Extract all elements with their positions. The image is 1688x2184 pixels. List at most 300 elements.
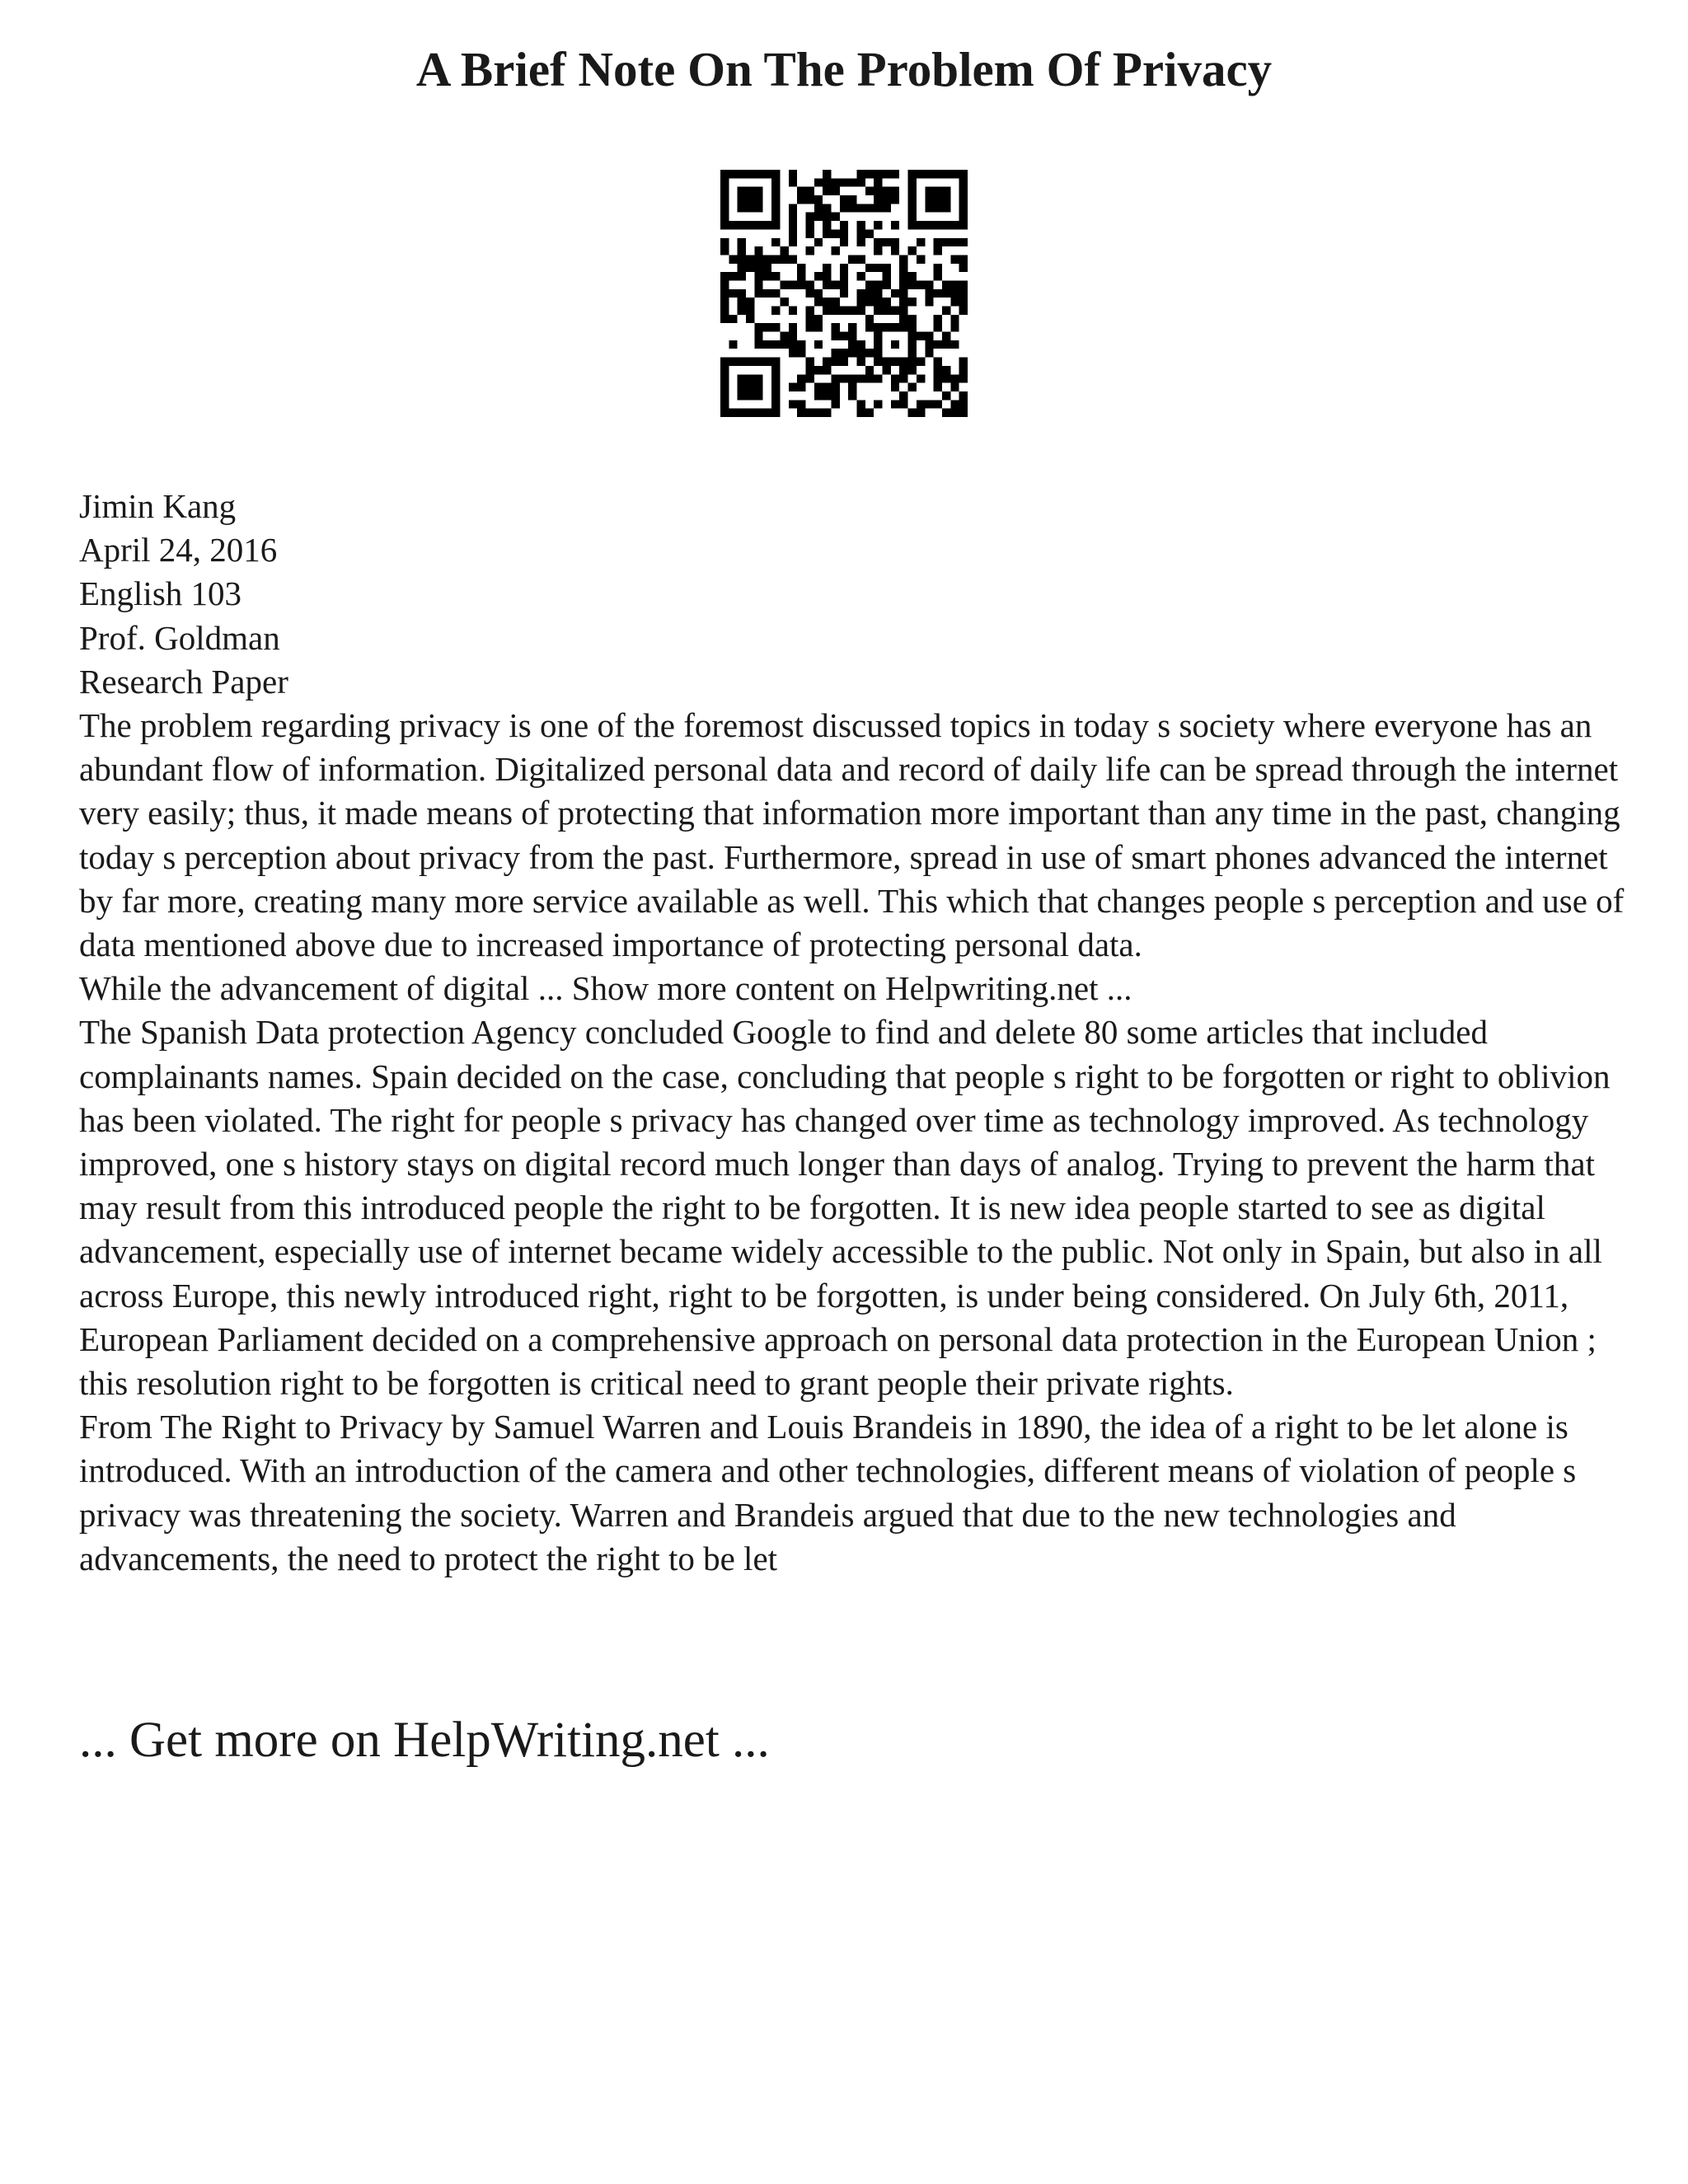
qr-module <box>942 307 950 315</box>
qr-module <box>925 170 933 178</box>
document-title: A Brief Note On The Problem Of Privacy <box>415 42 1273 96</box>
qr-module <box>771 383 780 391</box>
qr-module <box>823 298 831 306</box>
qr-module <box>874 374 882 382</box>
qr-module <box>908 383 917 391</box>
qr-module <box>908 349 917 357</box>
qr-module <box>950 170 959 178</box>
qr-module <box>840 289 848 298</box>
qr-module <box>942 170 950 178</box>
qr-module <box>738 238 746 246</box>
qr-module <box>720 374 729 382</box>
qr-module <box>848 195 856 204</box>
qr-module <box>763 340 771 349</box>
paragraph-intro: The problem regarding privacy is one of the foremost discussed topics in today s society where everyone has an abundant flow of information. Digitalized personal data and record of daily life can be spread through the internet very easily; thus, it made means of protecting that information more important than any time in the past, changing today s perception about privacy from the past. Furthermore, spread in use of smart phones advanced the internet by far more, creating many more service available as well. This which that changes people s perception and use of data mentioned above due to increased importance of protecting personal data. <box>79 706 1625 964</box>
qr-module <box>831 374 839 382</box>
qr-module <box>823 264 831 272</box>
qr-module <box>908 213 917 221</box>
qr-module <box>891 400 899 408</box>
qr-module <box>720 272 729 280</box>
qr-module <box>729 170 737 178</box>
qr-module <box>738 221 746 229</box>
qr-module <box>950 221 959 229</box>
qr-module <box>823 391 831 400</box>
qr-module <box>899 358 907 366</box>
qr-module <box>874 323 882 331</box>
paper-type: Research Paper <box>79 662 288 701</box>
qr-module <box>840 349 848 357</box>
qr-module <box>883 204 891 212</box>
qr-module <box>789 170 797 178</box>
qr-module <box>789 400 797 408</box>
qr-module <box>857 409 865 417</box>
qr-module <box>780 332 788 340</box>
qr-module <box>840 204 848 212</box>
qr-module <box>763 264 771 272</box>
qr-module <box>908 195 917 204</box>
qr-module <box>805 221 814 229</box>
qr-module <box>840 238 848 246</box>
qr-module <box>738 195 746 204</box>
qr-module <box>959 221 968 229</box>
qr-module <box>754 187 762 195</box>
qr-module <box>763 358 771 366</box>
qr-module <box>771 307 780 315</box>
qr-module <box>925 340 933 349</box>
qr-module <box>771 289 780 298</box>
qr-module <box>720 366 729 374</box>
qr-module <box>805 307 814 315</box>
qr-module <box>908 358 917 366</box>
qr-module <box>908 315 917 323</box>
qr-module <box>754 358 762 366</box>
qr-module <box>823 280 831 288</box>
qr-module <box>908 178 917 186</box>
qr-module <box>797 187 805 195</box>
qr-module <box>805 409 814 417</box>
qr-module <box>789 332 797 340</box>
qr-module <box>899 264 907 272</box>
qr-module <box>754 383 762 391</box>
professor-name: Prof. Goldman <box>79 618 280 657</box>
qr-module <box>899 307 907 315</box>
qr-module <box>729 255 737 263</box>
qr-module <box>883 195 891 204</box>
qr-module <box>789 229 797 237</box>
qr-module <box>925 195 933 204</box>
qr-module <box>950 323 959 331</box>
qr-module <box>883 323 891 331</box>
qr-module <box>848 332 856 340</box>
qr-module <box>950 255 959 263</box>
qr-module <box>831 400 839 408</box>
qr-module <box>942 332 950 340</box>
qr-module <box>780 340 788 349</box>
qr-module <box>738 391 746 400</box>
qr-module <box>754 170 762 178</box>
qr-module <box>883 307 891 315</box>
qr-module <box>840 178 848 186</box>
qr-module <box>857 358 865 366</box>
qr-module <box>891 195 899 204</box>
qr-module <box>797 349 805 357</box>
qr-module <box>950 315 959 323</box>
qr-module <box>771 391 780 400</box>
qr-module <box>771 409 780 417</box>
qr-module <box>891 358 899 366</box>
qr-module <box>908 298 917 306</box>
qr-module <box>840 264 848 272</box>
qr-module <box>720 391 729 400</box>
qr-module <box>754 374 762 382</box>
qr-module <box>950 383 959 391</box>
qr-module <box>746 255 754 263</box>
qr-module <box>908 409 917 417</box>
qr-module <box>891 289 899 298</box>
qr-module <box>771 366 780 374</box>
qr-module <box>942 391 950 400</box>
get-more-link[interactable]: ... Get more on HelpWriting.net ... <box>79 1713 770 1768</box>
qr-module <box>729 221 737 229</box>
qr-module <box>899 400 907 408</box>
qr-module <box>848 349 856 357</box>
qr-module <box>754 246 762 255</box>
qr-module <box>814 409 823 417</box>
qr-module <box>857 255 865 263</box>
qr-module <box>814 298 823 306</box>
qr-module <box>814 195 823 204</box>
qr-module <box>771 272 780 280</box>
qr-module <box>789 213 797 221</box>
qr-module <box>814 238 823 246</box>
qr-module <box>934 323 942 331</box>
qr-module <box>771 340 780 349</box>
qr-module <box>720 400 729 408</box>
qr-module <box>959 400 968 408</box>
qr-module <box>934 315 942 323</box>
qr-module <box>908 366 917 374</box>
qr-module <box>934 340 942 349</box>
qr-module <box>831 307 839 315</box>
qr-module <box>814 204 823 212</box>
qr-module <box>823 358 831 366</box>
qr-module <box>746 358 754 366</box>
qr-module <box>899 374 907 382</box>
qr-module <box>942 195 950 204</box>
qr-module <box>797 264 805 272</box>
qr-module <box>934 272 942 280</box>
qr-module <box>942 340 950 349</box>
qr-module <box>780 255 788 263</box>
qr-module <box>925 400 933 408</box>
qr-module <box>908 332 917 340</box>
qr-module <box>908 272 917 280</box>
qr-module <box>729 315 737 323</box>
qr-module <box>746 221 754 229</box>
qr-module <box>865 264 874 272</box>
qr-module <box>934 400 942 408</box>
qr-module <box>814 366 823 374</box>
qr-module <box>789 349 797 357</box>
qr-module <box>891 170 899 178</box>
qr-module <box>746 195 754 204</box>
qr-module <box>883 272 891 280</box>
qr-module <box>857 298 865 306</box>
qr-module <box>738 272 746 280</box>
qr-module <box>874 221 882 229</box>
qr-module <box>763 272 771 280</box>
qr-module <box>874 358 882 366</box>
qr-module <box>857 178 865 186</box>
qr-module <box>738 383 746 391</box>
qr-module <box>959 213 968 221</box>
qr-module <box>874 264 882 272</box>
qr-module <box>754 323 762 331</box>
qr-module <box>720 170 729 178</box>
qr-module <box>831 298 839 306</box>
qr-module <box>831 391 839 400</box>
qr-module <box>805 366 814 374</box>
qr-module <box>720 409 729 417</box>
qr-module <box>848 374 856 382</box>
qr-module <box>823 221 831 229</box>
qr-module <box>934 264 942 272</box>
qr-module <box>959 170 968 178</box>
qr-module <box>789 280 797 288</box>
qr-module <box>857 170 865 178</box>
qr-module <box>874 178 882 186</box>
show-more-link[interactable]: While the advancement of digital ... Show more content on Helpwriting.net ... <box>79 969 1132 1008</box>
qr-module <box>746 298 754 306</box>
qr-module <box>814 315 823 323</box>
qr-module <box>874 280 882 288</box>
qr-module <box>891 238 899 246</box>
qr-module <box>925 280 933 288</box>
qr-module <box>720 298 729 306</box>
qr-module <box>950 280 959 288</box>
qr-module <box>959 409 968 417</box>
qr-module <box>738 289 746 298</box>
qr-module <box>754 264 762 272</box>
qr-module <box>959 358 968 366</box>
qr-module <box>746 170 754 178</box>
qr-module <box>771 358 780 366</box>
qr-module <box>840 280 848 288</box>
qr-module <box>874 195 882 204</box>
qr-module <box>883 170 891 178</box>
qr-module <box>720 195 729 204</box>
qr-module <box>942 187 950 195</box>
qr-module <box>831 280 839 288</box>
qr-module <box>797 383 805 391</box>
qr-module <box>771 255 780 263</box>
qr-module <box>874 298 882 306</box>
qr-module <box>874 170 882 178</box>
qr-module <box>831 187 839 195</box>
qr-module <box>823 204 831 212</box>
qr-module <box>754 272 762 280</box>
qr-module <box>720 315 729 323</box>
qr-module <box>865 366 874 374</box>
qr-module <box>942 280 950 288</box>
qr-module <box>831 383 839 391</box>
qr-module <box>934 195 942 204</box>
qr-module <box>865 374 874 382</box>
qr-module <box>831 213 839 221</box>
qr-module <box>840 374 848 382</box>
qr-module <box>814 213 823 221</box>
qr-module <box>720 178 729 186</box>
qr-module <box>883 238 891 246</box>
qr-module <box>738 409 746 417</box>
qr-module <box>917 238 925 246</box>
qr-module <box>908 280 917 288</box>
qr-module <box>942 221 950 229</box>
qr-module <box>950 238 959 246</box>
qr-module <box>763 409 771 417</box>
qr-module <box>874 332 882 340</box>
qr-module <box>789 221 797 229</box>
qr-module <box>805 358 814 366</box>
qr-module <box>805 187 814 195</box>
qr-module <box>789 323 797 331</box>
qr-module <box>959 391 968 400</box>
qr-module <box>771 323 780 331</box>
qr-module <box>805 289 814 298</box>
qr-module <box>899 366 907 374</box>
qr-module <box>917 170 925 178</box>
qr-module <box>789 204 797 212</box>
qr-module <box>917 374 925 382</box>
qr-module <box>865 298 874 306</box>
qr-module <box>848 255 856 263</box>
qr-module <box>797 400 805 408</box>
qr-module <box>959 195 968 204</box>
qr-module <box>771 400 780 408</box>
qr-module <box>738 246 746 255</box>
qr-module <box>883 264 891 272</box>
qr-module <box>874 187 882 195</box>
qr-module <box>780 246 788 255</box>
qr-module <box>746 374 754 382</box>
qr-module <box>738 358 746 366</box>
qr-module <box>746 204 754 212</box>
qr-module <box>789 238 797 246</box>
qr-module <box>771 178 780 186</box>
qr-module <box>865 187 874 195</box>
qr-module <box>738 298 746 306</box>
qr-module <box>720 289 729 298</box>
qr-module <box>823 178 831 186</box>
qr-module <box>823 307 831 315</box>
qr-module <box>950 374 959 382</box>
qr-module <box>874 400 882 408</box>
qr-module <box>720 238 729 246</box>
qr-module <box>738 170 746 178</box>
qr-module <box>729 272 737 280</box>
qr-module <box>831 349 839 357</box>
qr-module <box>746 187 754 195</box>
qr-module <box>746 315 754 323</box>
qr-module <box>857 307 865 315</box>
qr-module <box>814 272 823 280</box>
qr-module <box>763 170 771 178</box>
qr-module <box>908 221 917 229</box>
qr-module <box>934 187 942 195</box>
qr-module <box>959 178 968 186</box>
qr-module <box>840 307 848 315</box>
qr-module <box>840 332 848 340</box>
qr-module <box>797 374 805 382</box>
qr-module <box>899 280 907 288</box>
qr-module <box>865 170 874 178</box>
qr-module <box>729 340 737 349</box>
qr-module <box>831 178 839 186</box>
qr-module <box>874 246 882 255</box>
qr-module <box>934 358 942 366</box>
qr-module <box>823 187 831 195</box>
qr-module <box>805 195 814 204</box>
qr-module <box>771 374 780 382</box>
qr-module <box>831 358 839 366</box>
qr-module <box>746 264 754 272</box>
qr-module <box>754 204 762 212</box>
qr-module <box>942 374 950 382</box>
qr-module <box>754 280 762 288</box>
qr-module <box>942 409 950 417</box>
qr-module <box>959 366 968 374</box>
qr-module <box>917 255 925 263</box>
qr-module <box>720 213 729 221</box>
qr-module <box>831 323 839 331</box>
qr-module <box>857 204 865 212</box>
qr-module <box>934 204 942 212</box>
qr-module <box>950 409 959 417</box>
qr-module <box>746 409 754 417</box>
qr-module <box>738 204 746 212</box>
qr-module <box>857 340 865 349</box>
qr-module <box>959 187 968 195</box>
qr-module <box>891 340 899 349</box>
qr-module <box>720 246 729 255</box>
qr-module <box>925 204 933 212</box>
qr-module <box>848 204 856 212</box>
qr-module <box>874 340 882 349</box>
qr-module <box>908 246 917 255</box>
qr-module <box>814 383 823 391</box>
qr-module <box>950 298 959 306</box>
qr-module <box>823 409 831 417</box>
qr-module <box>814 289 823 298</box>
qr-module <box>738 187 746 195</box>
qr-module <box>934 246 942 255</box>
qr-module <box>950 289 959 298</box>
qr-module <box>729 289 737 298</box>
qr-module <box>874 307 882 315</box>
qr-module <box>874 289 882 298</box>
qr-module <box>857 229 865 237</box>
qr-module <box>754 340 762 349</box>
qr-module <box>738 264 746 272</box>
qr-module <box>857 221 865 229</box>
qr-module <box>917 400 925 408</box>
qr-module <box>865 315 874 323</box>
document-body <box>79 485 1629 1581</box>
qr-module <box>925 289 933 298</box>
qr-module <box>831 332 839 340</box>
course-name: English 103 <box>79 574 242 613</box>
qr-module <box>720 280 729 288</box>
